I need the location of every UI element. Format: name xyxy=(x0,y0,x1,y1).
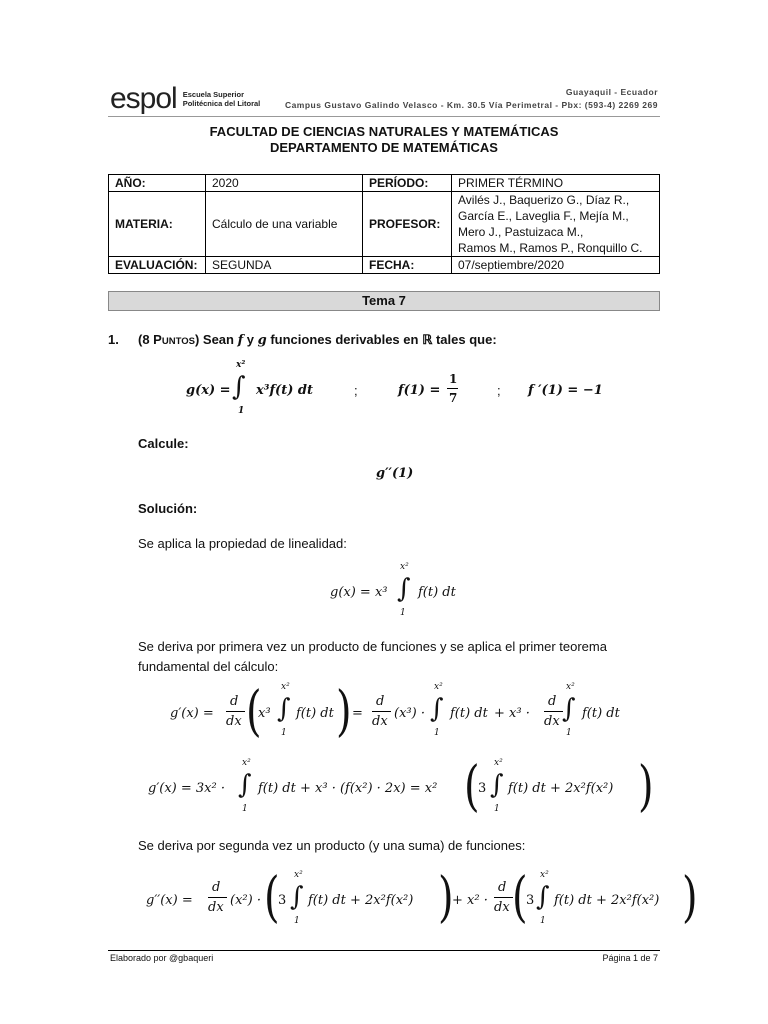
right-paren: ) xyxy=(682,866,698,930)
integrand: f(t) dt xyxy=(296,706,334,721)
question-number: 1. xyxy=(108,332,119,347)
solution-label: Solución: xyxy=(138,501,198,516)
d-denominator: dx xyxy=(544,714,560,729)
teacher-label: PROFESOR: xyxy=(363,192,452,257)
document-titles xyxy=(0,124,768,156)
upper-limit: x² xyxy=(540,870,549,880)
fraction-bar xyxy=(544,711,563,712)
integrand: f(t) dt xyxy=(450,706,488,721)
header-address: Campus Gustavo Galindo Velasco - Km. 30.5 Vía Perimetral - Pbx: (593-4) 2269 269 xyxy=(284,100,658,110)
upper-limit: x² xyxy=(294,870,303,880)
three: 3 xyxy=(278,893,287,908)
linearity-equation xyxy=(0,562,768,622)
subject-label: MATERIA: xyxy=(109,192,206,257)
fraction-bar xyxy=(208,897,227,898)
question-statement: 1. (8 PUNTOS) Sean f y g funciones derivables en ℝ tales que: xyxy=(108,332,497,348)
d3-tail: f(t) dt + 2x²f(x²) xyxy=(554,893,660,908)
espol-logo xyxy=(110,84,260,114)
separator: ; xyxy=(354,383,358,398)
table-row xyxy=(109,257,660,274)
right-paren: ) xyxy=(336,680,352,744)
separator: ; xyxy=(497,383,501,398)
f-of-1-lhs: f(1) = xyxy=(398,383,441,398)
right-paren: ) xyxy=(438,866,454,930)
logo-subtitle: Escuela Superior Politécnica del Litoral xyxy=(182,90,261,108)
second-derivative-eq xyxy=(0,866,768,932)
integral-sign: ∫ xyxy=(232,372,246,402)
three: 3 xyxy=(478,781,487,796)
d2-tail: f(t) dt + 2x²f(x²) xyxy=(508,781,614,796)
subject-value: Cálculo de una variable xyxy=(206,192,363,257)
left-paren: ( xyxy=(512,866,528,930)
d2-middle: f(t) dt + x³ · (f(x²) · 2x) = x² xyxy=(258,781,438,796)
table-row xyxy=(109,175,660,192)
x-cubed-dot: (x³) · xyxy=(394,706,425,721)
evaluation-value: SEGUNDA xyxy=(206,257,363,274)
d3-lhs: g′′(x) = xyxy=(146,893,193,908)
lower-limit: 1 xyxy=(238,406,245,416)
d1-lhs: g′(x) = xyxy=(170,706,214,721)
left-paren: ( xyxy=(464,755,480,819)
lower-limit: 1 xyxy=(540,916,546,926)
lower-limit: 1 xyxy=(294,916,300,926)
d-numerator: d xyxy=(376,694,385,709)
upper-limit: x² xyxy=(400,562,409,572)
step2-text: Se deriva por primera vez un producto de funciones y se aplica el primer teorema fundamental del cálculo: xyxy=(138,639,607,674)
fraction-bar xyxy=(372,711,391,712)
d-numerator: d xyxy=(498,880,507,895)
x-cubed: x³ xyxy=(258,706,271,721)
upper-limit: x² xyxy=(281,682,290,692)
fraction-numerator: 1 xyxy=(449,372,458,386)
plus-x-cubed: + x³ · xyxy=(494,706,530,721)
lower-limit: 1 xyxy=(281,728,287,738)
step3-text: Se deriva por segunda vez un producto (y una suma) de funciones: xyxy=(138,838,526,853)
calcule-label: Calcule: xyxy=(138,436,189,451)
three: 3 xyxy=(526,893,535,908)
lower-limit: 1 xyxy=(400,608,406,618)
plus-x-squared: + x² · xyxy=(452,893,488,908)
period-label: PERÍODO: xyxy=(363,175,452,192)
d3-tail: f(t) dt + 2x²f(x²) xyxy=(308,893,414,908)
upper-limit: x² xyxy=(494,758,503,768)
d-denominator: dx xyxy=(208,900,224,915)
integral-sign: ∫ xyxy=(490,770,504,800)
lin-integrand: f(t) dt xyxy=(418,585,456,600)
integral-sign: ∫ xyxy=(290,882,304,912)
left-paren: ( xyxy=(246,680,262,744)
year-value: 2020 xyxy=(206,175,363,192)
given-equations xyxy=(0,360,768,420)
integral-sign: ∫ xyxy=(562,694,576,724)
d2-lhs: g′(x) = 3x² · xyxy=(148,781,225,796)
fraction-bar xyxy=(494,897,513,898)
footer-divider xyxy=(108,950,660,951)
integrand: f(t) dt xyxy=(582,706,620,721)
step1-text: Se aplica la propiedad de linealidad: xyxy=(138,536,347,551)
equals: = xyxy=(352,706,363,721)
d-denominator: dx xyxy=(494,900,510,915)
d-numerator: d xyxy=(230,694,239,709)
integral-sign: ∫ xyxy=(238,770,252,800)
teacher-value: Avilés J., Baquerizo G., Díaz R., García E., Laveglia F., Mejía M., Mero J., Pastuizaca M., Ramos M., Ramos P., Ronquillo C. xyxy=(452,192,660,257)
lower-limit: 1 xyxy=(566,728,572,738)
lower-limit: 1 xyxy=(242,804,248,814)
exam-info-table xyxy=(108,174,660,274)
d-numerator: d xyxy=(212,880,221,895)
upper-limit: x² xyxy=(434,682,443,692)
date-label: FECHA: xyxy=(363,257,452,274)
logo-wordmark: espol xyxy=(110,82,177,115)
fraction-denominator: 7 xyxy=(449,391,458,405)
evaluation-label: EVALUACIÓN: xyxy=(109,257,206,274)
fraction-bar xyxy=(226,711,245,712)
upper-limit: x² xyxy=(242,758,251,768)
integral-sign: ∫ xyxy=(397,574,411,604)
footer-page-number: Página 1 de 7 xyxy=(602,953,658,963)
d-denominator: dx xyxy=(372,714,388,729)
fraction-bar xyxy=(447,388,458,389)
year-label: AÑO: xyxy=(109,175,206,192)
faculty-title: FACULTAD DE CIENCIAS NATURALES Y MATEMÁTICAS xyxy=(209,124,559,139)
first-derivative-eq1 xyxy=(0,682,768,742)
lin-lhs: g(x) = x³ xyxy=(330,585,388,600)
integral-sign: ∫ xyxy=(430,694,444,724)
lower-limit: 1 xyxy=(434,728,440,738)
f-prime-of-1: f ′(1) = −1 xyxy=(528,383,603,398)
target-expression: g′′(1) xyxy=(376,466,414,481)
g-definition-integrand: x³f(t) dt xyxy=(256,383,313,398)
lower-limit: 1 xyxy=(494,804,500,814)
first-derivative-eq2 xyxy=(0,755,768,819)
upper-limit: x² xyxy=(566,682,575,692)
g-definition-lhs: g(x) = xyxy=(186,383,231,398)
upper-limit: x² xyxy=(236,360,246,370)
department-title: DEPARTAMENTO DE MATEMÁTICAS xyxy=(270,140,498,155)
topic-banner: Tema 7 xyxy=(108,291,660,311)
header-divider xyxy=(108,116,660,117)
integral-sign: ∫ xyxy=(277,694,291,724)
integral-sign: ∫ xyxy=(536,882,550,912)
left-paren: ( xyxy=(264,866,280,930)
header-address-block xyxy=(285,86,658,112)
d-denominator: dx xyxy=(226,714,242,729)
date-value: 07/septiembre/2020 xyxy=(452,257,660,274)
footer-author: Elaborado por @gbaqueri xyxy=(110,953,214,963)
table-row xyxy=(109,192,660,257)
x-squared-dot: (x²) · xyxy=(230,893,261,908)
period-value: PRIMER TÉRMINO xyxy=(452,175,660,192)
header-city: Guayaquil - Ecuador xyxy=(565,87,658,97)
d-numerator: d xyxy=(548,694,557,709)
right-paren: ) xyxy=(638,755,654,819)
